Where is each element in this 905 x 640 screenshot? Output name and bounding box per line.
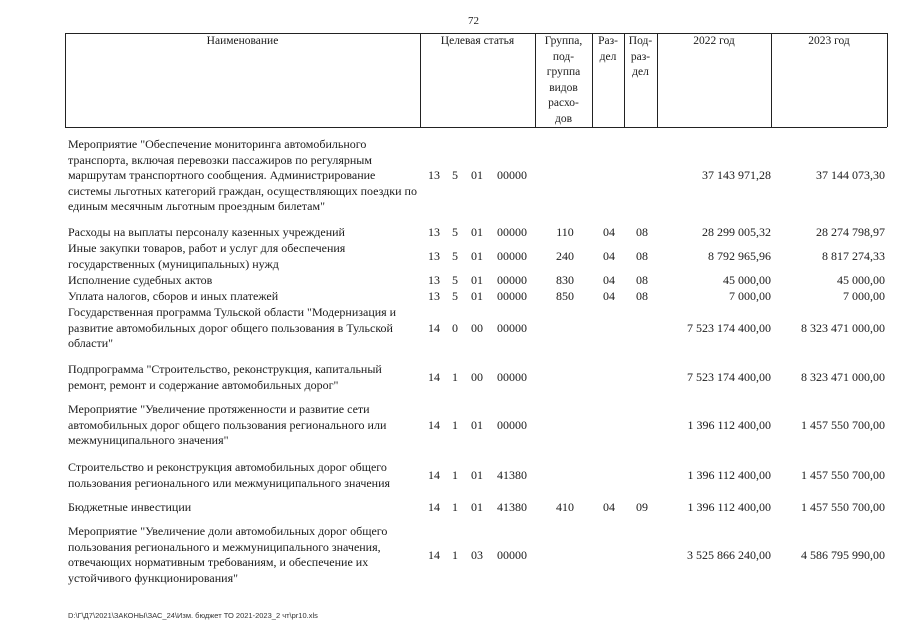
row-amount-2022: 7 000,00 <box>729 289 771 303</box>
row-amount-2022: 1 396 112 400,00 <box>687 418 771 432</box>
row-amount-2023: 8 323 471 000,00 <box>801 321 885 335</box>
row-amount-2023: 8 323 471 000,00 <box>801 370 885 384</box>
row-subsection: 08 <box>636 289 648 303</box>
row-amount-2023: 8 817 274,33 <box>822 249 885 263</box>
row-name: Иные закупки товаров, работ и услуг для обеспечения государственных (муниципальных) нужд <box>68 241 346 271</box>
header-name: Наименование <box>206 35 279 47</box>
row-name: Строительство и реконструкция автомобильных дорог общего пользования регионального или межмуниципального значения <box>68 460 391 490</box>
row-code-1: 14 <box>428 321 440 335</box>
row-name: Мероприятие "Увеличение протяженности и развитие сети автомобильных дорог общего пользования регионального или межмуниципального значения" <box>68 402 387 447</box>
row-section: 04 <box>603 289 615 303</box>
row-code-4: 00000 <box>497 273 527 287</box>
header-section-line: дел <box>599 50 617 63</box>
row-code-3: 01 <box>471 249 483 263</box>
row-amount-2023: 1 457 550 700,00 <box>801 418 885 432</box>
row-amount-2023: 1 457 550 700,00 <box>801 468 885 482</box>
row-subsection: 08 <box>636 249 648 263</box>
header-year-2022: 2022 год <box>693 35 735 47</box>
header-subsection-line: Под- <box>628 35 653 47</box>
row-code-3: 01 <box>471 168 483 182</box>
row-code-1: 14 <box>428 500 440 514</box>
row-amount-2023: 4 586 795 990,00 <box>801 548 885 562</box>
row-code-2: 5 <box>452 289 458 303</box>
row-code-1: 13 <box>428 168 440 182</box>
row-code-2: 0 <box>452 321 458 335</box>
header-section <box>592 34 624 65</box>
row-name: Мероприятие "Увеличение доли автомобильных дорог общего пользования регионального и межмуниципального значения, отвечающих нормативным требованиям, и обеспечение их устойчивого функционирования" <box>68 524 388 585</box>
header-subsection-line: раз- <box>630 50 651 63</box>
header-year-2023: 2023 год <box>808 35 850 47</box>
row-code-2: 1 <box>452 468 458 482</box>
row-name: Бюджетные инвестиции <box>68 500 192 514</box>
row-code-4: 00000 <box>497 168 527 182</box>
row-code-1: 13 <box>428 273 440 287</box>
row-code-3: 03 <box>471 548 483 562</box>
row-code-3: 01 <box>471 500 483 514</box>
header-group-line: группа <box>546 66 581 78</box>
row-amount-2023: 45 000,00 <box>837 273 885 287</box>
row-subsection: 08 <box>636 225 648 239</box>
row-amount-2022: 37 143 971,28 <box>702 168 771 182</box>
row-code-3: 01 <box>471 273 483 287</box>
row-amount-2022: 8 792 965,96 <box>708 249 771 263</box>
row-code-4: 41380 <box>497 468 527 482</box>
row-amount-2022: 28 299 005,32 <box>702 225 771 239</box>
row-name: Подпрограмма "Строительство, реконструкция, капитальный ремонт, ремонт и содержание автомобильных дорог" <box>68 362 382 392</box>
row-section: 04 <box>603 225 615 239</box>
row-code-3: 00 <box>471 321 483 335</box>
row-name: Государственная программа Тульской области "Модернизация и развитие автомобильных дорог общего пользования в Тульской области" <box>68 305 397 350</box>
row-amount-2022: 7 523 174 400,00 <box>687 321 771 335</box>
row-code-3: 00 <box>471 370 483 384</box>
row-name: Мероприятие "Обеспечение мониторинга автомобильного транспорта, включая перевозки пассажиров по регулярным маршрутам транспортного сообщения. Администрирование системы льготных категорий граждан, осуществляющих поездки по единым месячным льготным проездным билетам" <box>68 137 417 213</box>
header-subsection-line: дел <box>632 66 649 78</box>
header-group-line: видов <box>549 81 578 94</box>
row-name: Уплата налогов, сборов и иных платежей <box>68 289 279 303</box>
row-code-1: 13 <box>428 225 440 239</box>
header-group-line: расхо- <box>548 97 579 109</box>
header-group-line: дов <box>554 112 573 125</box>
column-divider <box>887 33 888 127</box>
row-section: 04 <box>603 500 615 514</box>
header-subsection <box>624 34 657 81</box>
header-target: Целевая статья <box>440 35 515 47</box>
row-code-2: 5 <box>452 249 458 263</box>
row-group: 410 <box>556 500 574 514</box>
header-group-line: Группа, <box>544 35 583 47</box>
row-amount-2023: 7 000,00 <box>843 289 885 303</box>
row-amount-2023: 1 457 550 700,00 <box>801 500 885 514</box>
page-number: 72 <box>468 15 479 27</box>
header-bottom-border <box>65 127 887 128</box>
row-group: 240 <box>556 249 574 263</box>
row-code-4: 41380 <box>497 500 527 514</box>
row-code-2: 5 <box>452 168 458 182</box>
row-amount-2022: 1 396 112 400,00 <box>687 468 771 482</box>
row-code-3: 01 <box>471 225 483 239</box>
row-amount-2023: 28 274 798,97 <box>816 225 885 239</box>
row-code-1: 13 <box>428 289 440 303</box>
row-code-2: 5 <box>452 273 458 287</box>
row-name: Расходы на выплаты персоналу казенных учреждений <box>68 225 345 239</box>
row-group: 110 <box>556 225 574 239</box>
row-section: 04 <box>603 273 615 287</box>
row-code-1: 14 <box>428 370 440 384</box>
row-code-4: 00000 <box>497 418 527 432</box>
row-code-1: 14 <box>428 548 440 562</box>
row-code-3: 01 <box>471 468 483 482</box>
row-amount-2022: 1 396 112 400,00 <box>687 500 771 514</box>
row-code-4: 00000 <box>497 321 527 335</box>
row-code-4: 00000 <box>497 370 527 384</box>
row-code-2: 1 <box>452 548 458 562</box>
file-path-footer: D:\Г\Д7\2021\ЗАКОНЫ\ЗАС_24\Изм. бюджет ТО 2021-2023_2 чт\pr10.xls <box>68 611 318 620</box>
header-group <box>535 34 592 127</box>
row-code-4: 00000 <box>497 289 527 303</box>
row-code-2: 1 <box>452 500 458 514</box>
row-code-3: 01 <box>471 289 483 303</box>
row-code-1: 14 <box>428 418 440 432</box>
row-code-4: 00000 <box>497 548 527 562</box>
row-group: 830 <box>556 273 574 287</box>
row-amount-2022: 45 000,00 <box>723 273 771 287</box>
header-section-line: Раз- <box>598 35 618 47</box>
row-code-3: 01 <box>471 418 483 432</box>
row-amount-2022: 7 523 174 400,00 <box>687 370 771 384</box>
row-code-2: 1 <box>452 370 458 384</box>
row-subsection: 09 <box>636 500 648 514</box>
row-name: Исполнение судебных актов <box>68 273 213 287</box>
row-group: 850 <box>556 289 574 303</box>
row-code-1: 13 <box>428 249 440 263</box>
row-code-2: 5 <box>452 225 458 239</box>
row-code-1: 14 <box>428 468 440 482</box>
row-code-4: 00000 <box>497 225 527 239</box>
header-group-line: под- <box>552 50 575 63</box>
row-code-2: 1 <box>452 418 458 432</box>
row-amount-2022: 3 525 866 240,00 <box>687 548 771 562</box>
row-section: 04 <box>603 249 615 263</box>
row-code-4: 00000 <box>497 249 527 263</box>
row-amount-2023: 37 144 073,30 <box>816 168 885 182</box>
row-subsection: 08 <box>636 273 648 287</box>
